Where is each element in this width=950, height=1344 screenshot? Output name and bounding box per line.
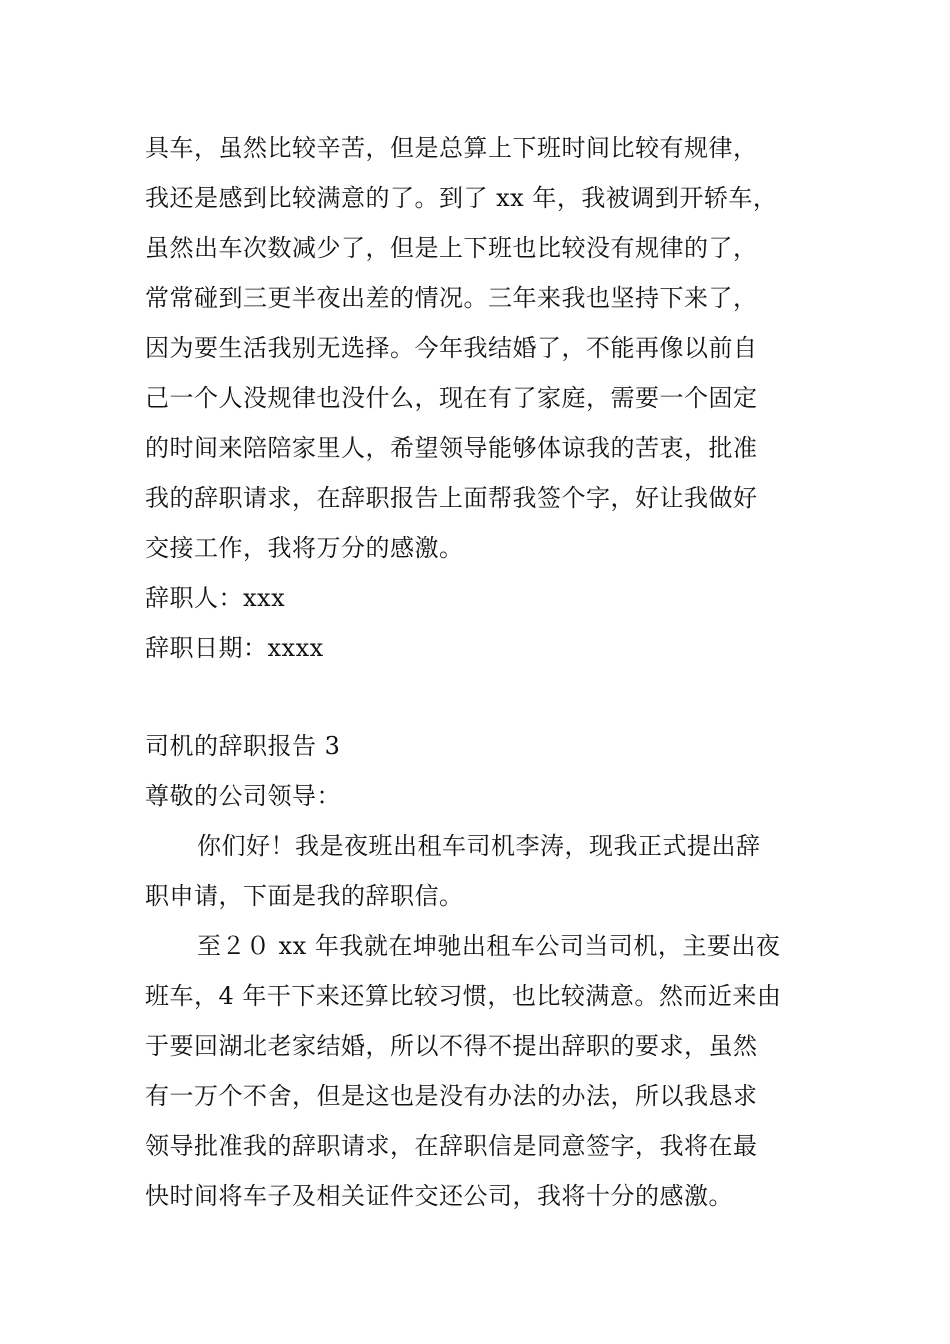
paragraph-line: 我还是感到比较满意的了。到了 xx 年，我被调到开轿车， bbox=[145, 184, 778, 212]
paragraph-line: 你们好！我是夜班出租车司机李涛，现我正式提出辞 bbox=[197, 832, 761, 860]
salutation: 尊敬的公司领导： bbox=[145, 782, 341, 810]
paragraph-line: 因为要生活我别无选择。今年我结婚了，不能再像以前自 bbox=[145, 334, 758, 362]
paragraph-line: 至２０ xx 年我就在坤驰出租车公司当司机，主要出夜 bbox=[197, 932, 781, 960]
paragraph-line: 的时间来陪陪家里人，希望领导能够体谅我的苦衷，批准 bbox=[145, 434, 758, 462]
date-line: 辞职日期：xxxx bbox=[145, 634, 324, 662]
paragraph-line: 于要回湖北老家结婚，所以不得不提出辞职的要求，虽然 bbox=[145, 1032, 758, 1060]
paragraph-line: 职申请，下面是我的辞职信。 bbox=[145, 882, 464, 910]
signer-line: 辞职人：xxx bbox=[145, 584, 286, 612]
paragraph-line: 虽然出车次数减少了，但是上下班也比较没有规律的了， bbox=[145, 234, 758, 262]
paragraph-line: 己一个人没规律也没什么，现在有了家庭，需要一个固定 bbox=[145, 384, 758, 412]
paragraph-line: 我的辞职请求，在辞职报告上面帮我签个字，好让我做好 bbox=[145, 484, 758, 512]
paragraph-line: 领导批准我的辞职请求，在辞职信是同意签字，我将在最 bbox=[145, 1132, 758, 1160]
paragraph-line: 快时间将车子及相关证件交还公司，我将十分的感激。 bbox=[145, 1182, 733, 1210]
paragraph-line: 有一万个不舍，但是这也是没有办法的办法，所以我恳求 bbox=[145, 1082, 758, 1110]
paragraph-line: 交接工作，我将万分的感激。 bbox=[145, 534, 464, 562]
paragraph-line: 班车，4 年干下来还算比较习惯，也比较满意。然而近来由 bbox=[145, 982, 782, 1010]
section-title: 司机的辞职报告 3 bbox=[145, 732, 341, 760]
paragraph-line: 具车，虽然比较辛苦，但是总算上下班时间比较有规律， bbox=[145, 134, 758, 162]
paragraph-line: 常常碰到三更半夜出差的情况。三年来我也坚持下来了， bbox=[145, 284, 758, 312]
